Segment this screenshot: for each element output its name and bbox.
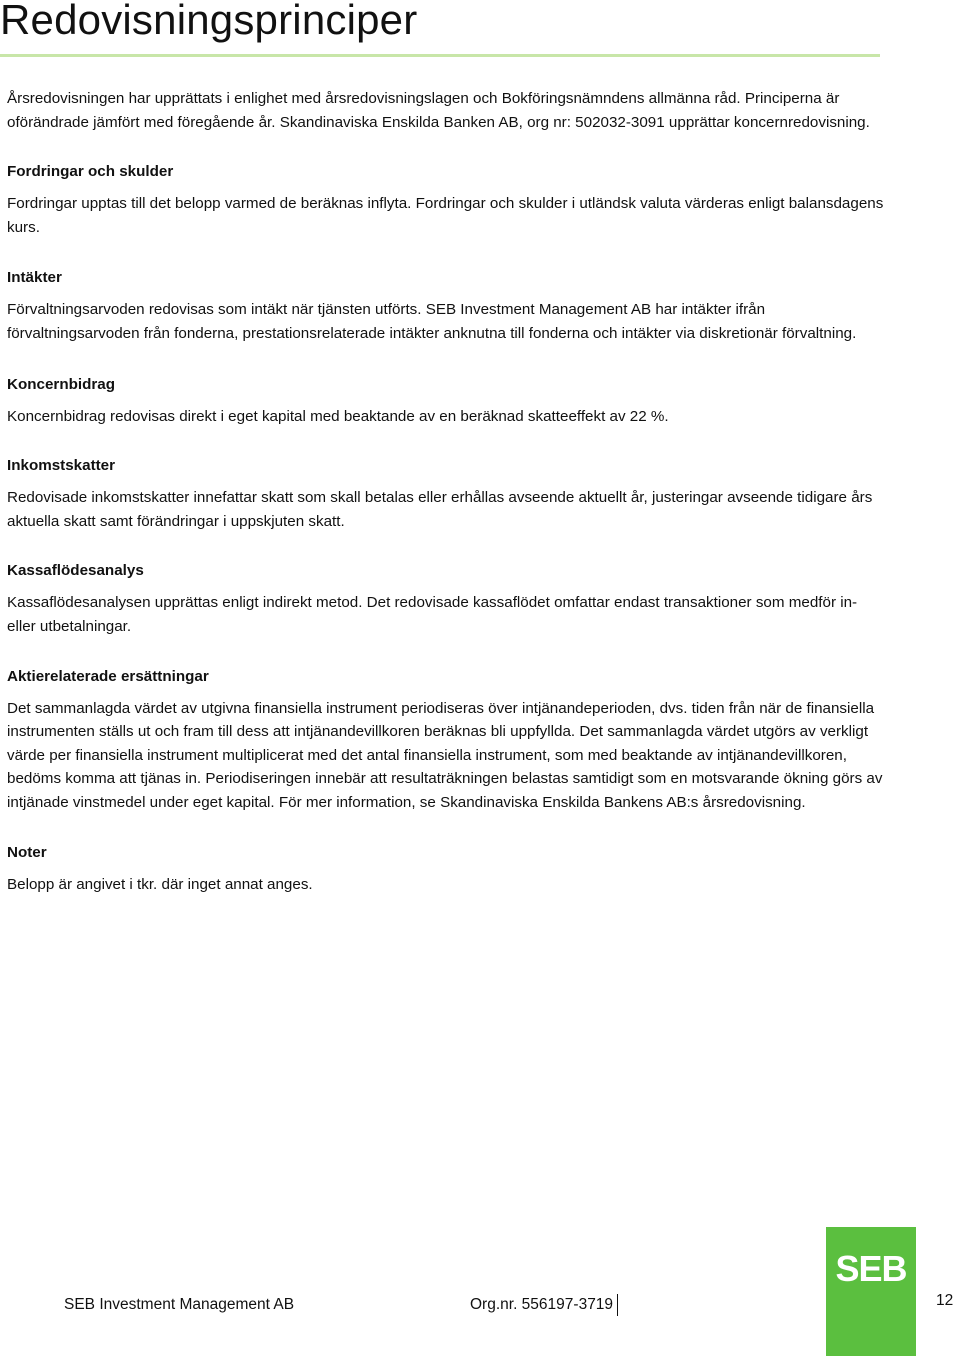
intro-paragraph: Årsredovisningen har upprättats i enlighet med årsredovisningslagen och Bokföringsnämndens allmänna råd. Principerna är oförändrade jämfört med föregående år. Skandinaviska Enskilda Banken AB, org nr: 502032-3091 upprättar koncernredovisning. (7, 90, 870, 131)
section-inkomstskatter (7, 455, 887, 533)
section-koncernbidrag (7, 374, 887, 429)
section-text: Redovisade inkomstskatter innefattar skatt som skall betalas eller erhållas avseende aktuellt år, justeringar avseende tidigare års aktuella skatt samt förändringar i uppskjuten skatt. (7, 489, 873, 530)
section-noter (7, 842, 887, 897)
section-heading: Fordringar och skulder (7, 163, 174, 181)
section-text: Förvaltningsarvoden redovisas som intäkt när tjänsten utförts. SEB Investment Management AB har intäkter ifrån förvaltningsarvoden från fonderna, prestationsrelaterade intäkter anknutna till fonderna och intäkter via diskretionär förvaltning. (7, 301, 857, 342)
section-text: Koncernbidrag redovisas direkt i eget kapital med beaktande av en beräknad skatteeffekt av 22 %. (7, 407, 669, 425)
seb-logo (826, 1227, 916, 1356)
section-aktierelaterade-ersattningar (7, 666, 887, 815)
section-heading: Kassaflödesanalys (7, 562, 144, 580)
section-heading: Intäkter (7, 269, 62, 287)
seb-logo-text: SEB (835, 1248, 907, 1289)
section-fordringar (7, 161, 887, 239)
section-text: Belopp är angivet i tkr. där inget annat anges. (7, 875, 313, 893)
section-text: Det sammanlagda värdet av utgivna finansiella instrument periodiseras över intjänandeperioden, dvs. tiden från när de finansiella instrumenten ställs ut och fram till dess att intjänandevillkoren beräknas bli uppfyllda. Det sammanlagda värdet utgörs av verkligt värde per finansiella instrument multiplicerat med det antal finansiella instrument, som med beaktande av intjänandevillkoren, bedöms komma att tjänas in. Periodiseringen innebär att resultaträkningen belastas samtidigt som en motsvarande ökning görs av intjänade vinstmedel under eget kapital. För mer information, se Skandinaviska Enskilda Bankens AB:s årsredovisning. (7, 699, 883, 811)
section-intakter (7, 267, 887, 345)
page-number: 12 (936, 1292, 954, 1309)
section-text: Fordringar upptas till det belopp varmed de beräknas inflyta. Fordringar och skulder i utländsk valuta värderas enligt balansdagens kurs. (7, 195, 884, 236)
section-heading: Inkomstskatter (7, 457, 116, 475)
page-title: Redovisningsprinciper (0, 0, 418, 43)
footer-org-number: Org.nr. 556197-3719 (470, 1294, 618, 1316)
section-heading: Aktierelaterade ersättningar (7, 667, 209, 685)
footer-company-name: SEB Investment Management AB (64, 1296, 295, 1313)
section-heading: Noter (7, 843, 47, 861)
section-kassafloedesanalys (7, 560, 887, 638)
document-body (7, 87, 887, 896)
title-underline (0, 54, 880, 57)
section-heading: Koncernbidrag (7, 375, 116, 393)
section-text: Kassaflödesanalysen upprättas enligt indirekt metod. Det redovisade kassaflödet omfattar endast transaktioner som medför in- eller utbetalningar. (7, 594, 858, 635)
